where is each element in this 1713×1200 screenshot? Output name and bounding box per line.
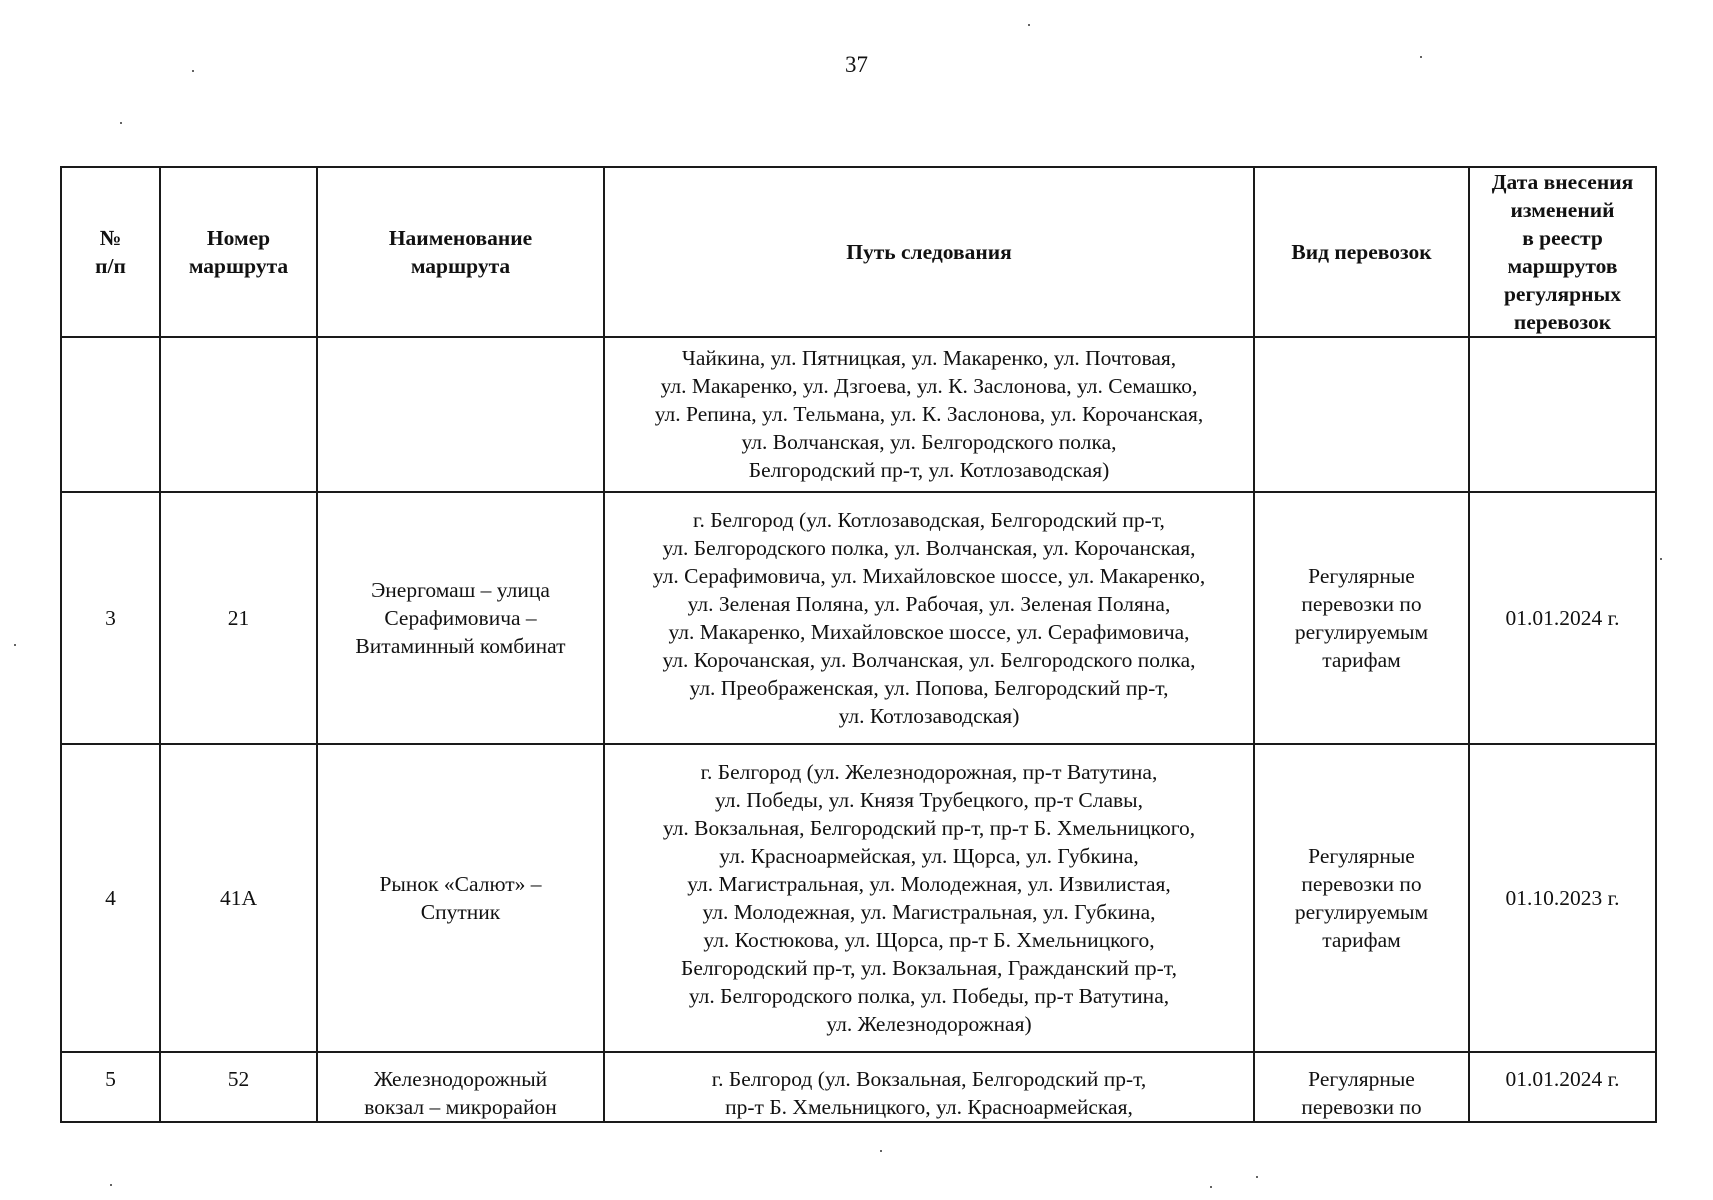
table-row bbox=[61, 492, 1656, 744]
cell-path: г. Белгород (ул. Вокзальная, Белгородский пр-т, пр-т Б. Хмельницкого, ул. Красноармейская, bbox=[604, 1052, 1254, 1122]
header-change-date: Дата внесения изменений в реестр маршрутов регулярных перевозок bbox=[1469, 167, 1656, 337]
cell-transport-type bbox=[1254, 337, 1469, 492]
cell-route-name: Рынок «Салют» – Спутник bbox=[317, 744, 604, 1052]
cell-change-date: 01.01.2024 г. bbox=[1469, 1052, 1656, 1122]
scan-speck bbox=[192, 70, 194, 72]
cell-route-name: Энергомаш – улица Серафимовича – Витаминный комбинат bbox=[317, 492, 604, 744]
scan-speck bbox=[880, 1150, 882, 1152]
cell-path: г. Белгород (ул. Котлозаводская, Белгородский пр-т, ул. Белгородского полка, ул. Волчанская, ул. Корочанская, ул. Серафимовича, ул. Михайловское шоссе, ул. Макаренко, ул. Зеленая Поляна, ул. Рабочая, ул. Зеленая Поляна, ул. Макаренко, Михайловское шоссе, ул. Серафимовича, ул. Корочанская, ул. Волчанская, ул. Белгородского полка, ул. Преображенская, ул. Попова, Белгородский пр-т, ул. Котлозаводская) bbox=[604, 492, 1254, 744]
cell-transport-type: Регулярные перевозки по регулируемым тарифам bbox=[1254, 744, 1469, 1052]
routes-registry-table bbox=[60, 166, 1657, 1123]
page-number: 37 bbox=[845, 52, 868, 77]
cell-route-number: 41А bbox=[160, 744, 317, 1052]
header-num: № п/п bbox=[61, 167, 160, 337]
cell-route-number: 21 bbox=[160, 492, 317, 744]
table-row bbox=[61, 744, 1656, 1052]
scan-speck bbox=[1028, 24, 1030, 26]
cell-route-number: 52 bbox=[160, 1052, 317, 1122]
scan-speck bbox=[110, 1184, 112, 1186]
cell-route-name bbox=[317, 337, 604, 492]
cell-num bbox=[61, 337, 160, 492]
scan-speck bbox=[14, 644, 16, 646]
table-header-row bbox=[61, 167, 1656, 337]
header-transport-type: Вид перевозок bbox=[1254, 167, 1469, 337]
scan-speck bbox=[1256, 1176, 1258, 1178]
table-row bbox=[61, 1052, 1656, 1122]
scan-speck bbox=[120, 122, 122, 124]
cell-change-date bbox=[1469, 337, 1656, 492]
header-path: Путь следования bbox=[604, 167, 1254, 337]
cell-route-name: Железнодорожный вокзал – микрорайон bbox=[317, 1052, 604, 1122]
cell-path: г. Белгород (ул. Железнодорожная, пр-т Ватутина, ул. Победы, ул. Князя Трубецкого, пр-т Славы, ул. Вокзальная, Белгородский пр-т, пр-т Б. Хмельницкого, ул. Красноармейская, ул. Щорса, ул. Губкина, ул. Магистральная, ул. Молодежная, ул. Извилистая, ул. Молодежная, ул. Магистральная, ул. Губкина, ул. Костюкова, ул. Щорса, пр-т Б. Хмельницкого, Белгородский пр-т, ул. Вокзальная, Гражданский пр-т, ул. Белгородского полка, ул. Победы, пр-т Ватутина, ул. Железнодорожная) bbox=[604, 744, 1254, 1052]
cell-transport-type: Регулярные перевозки по регулируемым тарифам bbox=[1254, 492, 1469, 744]
cell-path: Чайкина, ул. Пятницкая, ул. Макаренко, ул. Почтовая, ул. Макаренко, ул. Дзгоева, ул. К. Заслонова, ул. Семашко, ул. Репина, ул. Тельмана, ул. К. Заслонова, ул. Корочанская, ул. Волчанская, ул. Белгородского полка, Белгородский пр-т, ул. Котлозаводская) bbox=[604, 337, 1254, 492]
scan-speck bbox=[1660, 558, 1662, 560]
table-row bbox=[61, 337, 1656, 492]
header-route-number: Номер маршрута bbox=[160, 167, 317, 337]
cell-change-date: 01.01.2024 г. bbox=[1469, 492, 1656, 744]
cell-change-date: 01.10.2023 г. bbox=[1469, 744, 1656, 1052]
scan-speck bbox=[1210, 1186, 1212, 1188]
header-route-name: Наименование маршрута bbox=[317, 167, 604, 337]
cell-num: 5 bbox=[61, 1052, 160, 1122]
cell-num: 4 bbox=[61, 744, 160, 1052]
cell-route-number bbox=[160, 337, 317, 492]
cell-num: 3 bbox=[61, 492, 160, 744]
cell-transport-type: Регулярные перевозки по bbox=[1254, 1052, 1469, 1122]
scan-speck bbox=[1420, 56, 1422, 58]
